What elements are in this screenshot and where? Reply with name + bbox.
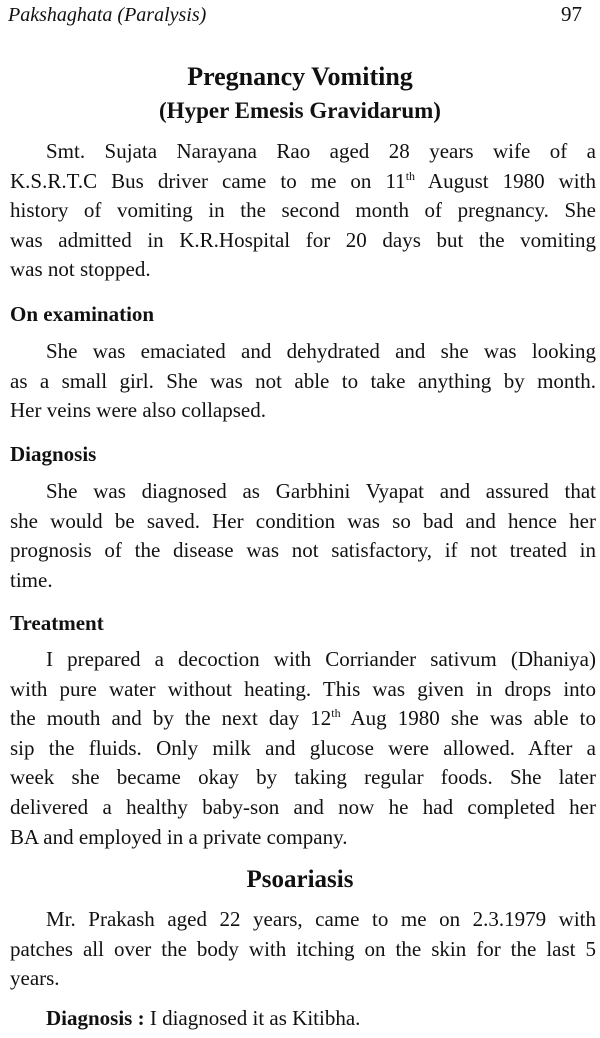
text-segment: week she became okay by taking regular foods. She later <box>10 765 596 790</box>
text-segment: years. <box>10 966 60 991</box>
text-line <box>10 734 596 764</box>
text-segment: patches all over the body with itching on the skin for the last 5 <box>10 936 596 961</box>
text-segment: Aug 1980 she was able to <box>340 706 596 731</box>
paragraph-diagnosis <box>10 477 596 595</box>
page-number: 97 <box>561 2 582 26</box>
text-line <box>10 566 596 596</box>
text-segment: delivered a healthy baby-son and now he had completed her <box>10 794 596 819</box>
text-line <box>10 763 596 793</box>
paragraph-treatment <box>10 645 596 852</box>
text-segment: sip the fluids. Only milk and glucose were allowed. After a <box>10 735 596 760</box>
section-title-pregnancy-vomiting: Pregnancy Vomiting <box>187 62 413 91</box>
text-line <box>10 964 596 994</box>
text-segment: She was diagnosed as Garbhini Vyapat and assured that <box>46 479 596 503</box>
text-line <box>10 367 596 397</box>
text-segment: she would be saved. Her condition was so bad and hence her <box>10 508 596 533</box>
paragraph-psoariasis-diagnosis <box>10 1004 596 1034</box>
text-line <box>10 477 596 507</box>
text-segment: August 1980 with <box>415 168 596 193</box>
section-subtitle: (Hyper Emesis Gravidarum) <box>159 98 441 123</box>
text-line <box>10 793 596 823</box>
heading-on-examination: On examination <box>10 302 155 326</box>
text-line <box>10 396 596 426</box>
text-segment: was admitted in K.R.Hospital for 20 days but the vomiting <box>10 227 596 252</box>
text-line <box>10 905 596 935</box>
paragraph-examination <box>10 337 596 426</box>
paragraph-intro <box>10 137 596 285</box>
paragraph-psoariasis-intro <box>10 905 596 994</box>
text-segment: She was emaciated and dehydrated and she was looking <box>46 339 596 363</box>
superscript: th <box>405 168 416 183</box>
text-segment: I prepared a decoction with Corriander sativum (Dhaniya) <box>46 647 596 671</box>
text-line <box>10 337 596 367</box>
text-line <box>10 536 596 566</box>
section-title-psoariasis: Psoariasis <box>246 866 354 893</box>
heading-diagnosis: Diagnosis <box>10 442 97 466</box>
text-line <box>10 935 596 965</box>
text-segment: Smt. Sujata Narayana Rao aged 28 years wife of a <box>46 139 596 163</box>
text-segment: BA and employed in a private company. <box>10 824 348 849</box>
heading-treatment: Treatment <box>10 611 104 635</box>
text-line <box>10 823 596 853</box>
text-line <box>10 704 596 734</box>
text-line <box>10 507 596 537</box>
text-segment: K.S.R.T.C Bus driver came to me on 11 <box>10 168 406 193</box>
running-header-title: Pakshaghata (Paralysis) <box>8 4 207 26</box>
text-line <box>10 196 596 226</box>
text-segment: with pure water without heating. This was given in drops into <box>10 676 596 701</box>
text-line <box>10 255 596 285</box>
text-segment: history of vomiting in the second month of pregnancy. She <box>10 198 596 223</box>
text-segment: Mr. Prakash aged 22 years, came to me on 2.3.1979 with <box>46 907 596 931</box>
text-segment: as a small girl. She was not able to take anything by month. <box>10 368 596 393</box>
superscript: th <box>331 706 341 721</box>
diagnosis-text: I diagnosed it as Kitibha. <box>144 1006 361 1030</box>
text-segment: time. <box>10 567 53 592</box>
text-line <box>10 675 596 705</box>
text-segment: Her veins were also collapsed. <box>10 398 266 423</box>
text-segment: was not stopped. <box>10 257 151 282</box>
text-segment: the mouth and by the next day 12 <box>10 706 332 731</box>
diagnosis-label: Diagnosis : <box>46 1006 145 1030</box>
text-line <box>10 167 596 197</box>
text-line <box>10 226 596 256</box>
text-segment: prognosis of the disease was not satisfactory, if not treated in <box>10 538 596 563</box>
text-line <box>10 645 596 675</box>
text-line <box>10 137 596 167</box>
